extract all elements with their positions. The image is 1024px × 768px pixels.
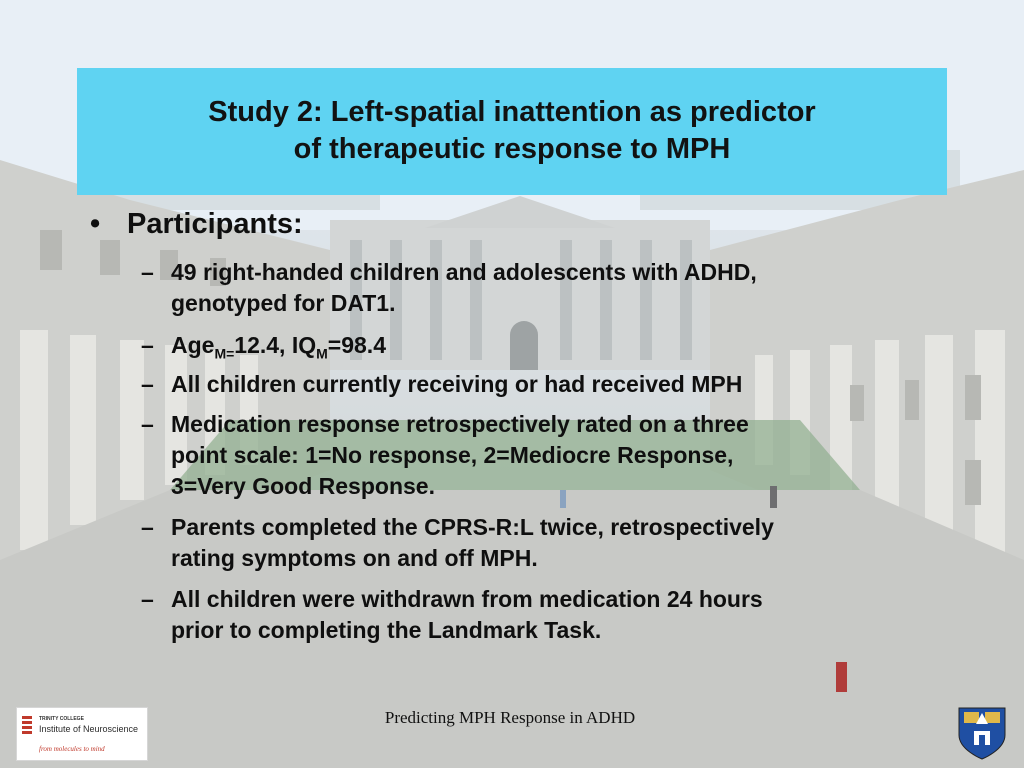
list-item-line: genotyped for DAT1. <box>171 290 396 316</box>
list-item-line: point scale: 1=No response, 2=Mediocre Response, <box>171 442 734 468</box>
iq-value: =98.4 <box>327 332 386 358</box>
list-item-line: 3=Very Good Response. <box>171 473 435 499</box>
slide-title <box>77 94 947 168</box>
logo-tagline: from molecules to mind <box>39 745 105 753</box>
slide-title-line-1: Study 2: Left-spatial inattention as predictor <box>208 96 816 128</box>
list-item-line: Parents completed the CPRS-R:L twice, retrospectively <box>171 514 774 540</box>
list-item-line: rating symptoms on and off MPH. <box>171 545 538 571</box>
list-item-line: 49 right-handed children and adolescents with ADHD, <box>171 259 757 285</box>
list-item-line: prior to completing the Landmark Task. <box>171 617 602 643</box>
age-iq-value: 12.4, IQ <box>234 332 317 358</box>
list-item-line: All children currently receiving or had received MPH <box>171 371 743 397</box>
age-label: Age <box>171 332 215 358</box>
logo-line-2: Institute of Neuroscience <box>39 724 139 734</box>
bullet-icon: • <box>90 208 101 240</box>
participants-label: Participants: <box>127 208 303 240</box>
slide-title-line-2: of therapeutic response to MPH <box>293 133 731 165</box>
dash-icon: – <box>141 586 154 612</box>
dash-icon: – <box>141 259 154 285</box>
dash-icon: – <box>141 332 154 358</box>
college-crest-icon <box>955 705 1009 761</box>
dash-icon: – <box>141 514 154 540</box>
participants-heading <box>90 208 303 241</box>
logo-line-1: TRINITY COLLEGE <box>39 716 84 722</box>
iq-subscript: M <box>316 345 328 362</box>
age-subscript: M= <box>214 345 235 362</box>
dash-icon: – <box>141 411 154 437</box>
list-item-line: Medication response retrospectively rated on a three <box>171 411 749 437</box>
list-item-line: All children were withdrawn from medication 24 hours <box>171 586 763 612</box>
institute-logo <box>16 707 148 761</box>
dash-icon: – <box>141 371 154 397</box>
footer-text: Predicting MPH Response in ADHD <box>384 708 636 727</box>
